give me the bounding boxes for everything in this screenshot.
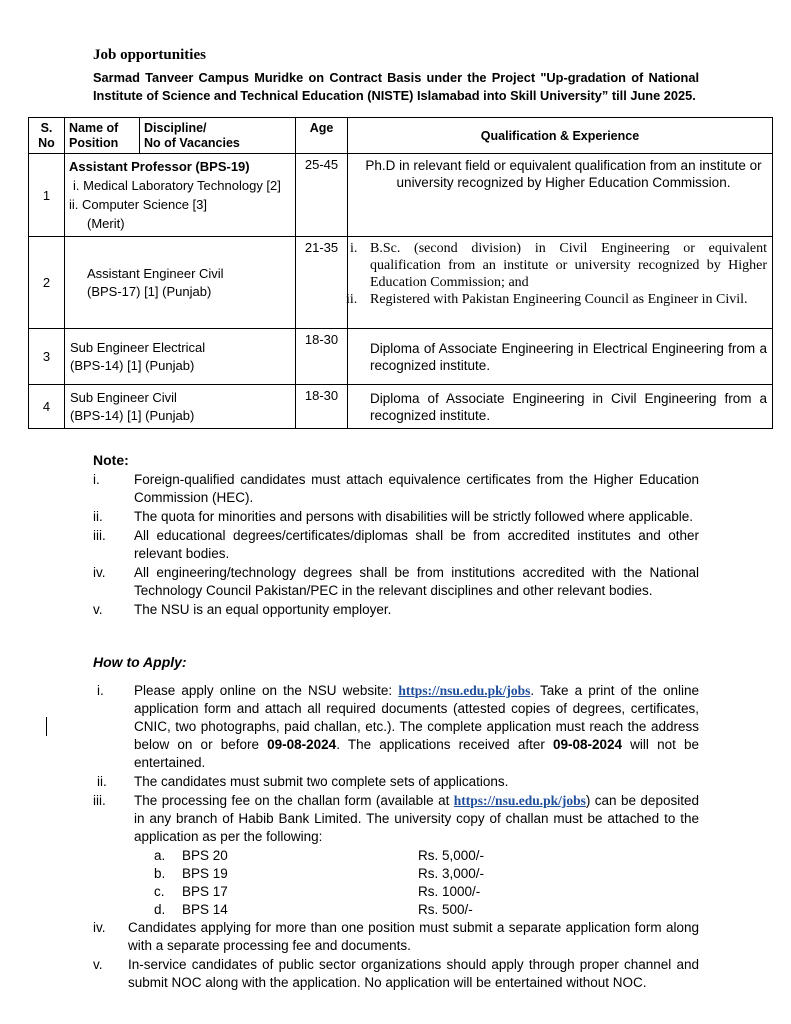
row-position [65, 154, 296, 237]
apply-item-text: Candidates applying for more than one position must submit a separate application form along with a separate processing fee and documents. [128, 920, 699, 953]
apply-item [93, 773, 699, 791]
row-position [65, 237, 296, 329]
note-item-text: All engineering/technology degrees shall be from institutions accredited with the National Technology Council Pakistan/PEC in the relevant disciplines and other relevant bodies. [134, 565, 699, 598]
text-cursor [46, 717, 47, 736]
how-to-apply-heading: How to Apply: [93, 654, 187, 670]
qualification-item-text: B.Sc. (second division) in Civil Engineering or equivalent qualification from an institute or university recognized by Higher Education Commission; and [370, 241, 767, 290]
apply-item [93, 682, 699, 772]
note-item-number: ii. [93, 509, 103, 524]
header-sno-line1: S. [40, 121, 53, 135]
table-row [29, 329, 773, 385]
fee-row: c. BPS 17 Rs. 1000/- [154, 884, 481, 899]
header-sno-line2: No [38, 136, 55, 150]
note-item-text: Foreign-qualified candidates must attach equivalence certificates from the Higher Education Commission (HEC). [134, 472, 699, 505]
position-line: (BPS-14) [1] (Punjab) [70, 357, 195, 373]
row-sno: 1 [29, 154, 65, 237]
apply-item-number: iii. [93, 793, 106, 808]
apply-item [93, 956, 699, 992]
note-item [93, 564, 699, 600]
note-item [93, 601, 699, 619]
row-qualification [348, 237, 773, 329]
apply-item-text: In-service candidates of public sector organizations should apply through proper channel and submit NOC along with the application. No application will be entertained without NOC. [128, 957, 699, 990]
row-qualification: Diploma of Associate Engineering in Electrical Engineering from a recognized institute. [348, 329, 773, 385]
fee-row: b. BPS 19 Rs. 3,000/- [154, 866, 485, 881]
jobs-table [28, 117, 773, 429]
row-age: 18-30 [296, 385, 348, 429]
note-item [93, 471, 699, 507]
row-age: 25-45 [296, 154, 348, 237]
apply-item-number: ii. [97, 774, 107, 789]
position-line: (BPS-17) [1] (Punjab) [87, 283, 212, 299]
page-title: Job opportunities [93, 47, 206, 63]
apply-item-text: The candidates must submit two complete sets of applications. [134, 774, 509, 789]
header-age: Age [296, 118, 348, 154]
apply-item-text: The processing fee on the challan form (available at https://nsu.edu.pk/jobs) can be deposited in any branch of Habib Bank Limited. The university copy of challan must be attached to the application as per the following: [134, 793, 699, 844]
position-extra: (Merit) [87, 216, 125, 231]
table-row [29, 237, 773, 329]
position-line: (BPS-14) [1] (Punjab) [70, 407, 195, 423]
note-item-number: iii. [93, 528, 106, 543]
position-line: Sub Engineer Civil [70, 389, 177, 405]
apply-item-number: i. [97, 683, 104, 698]
header-name-line1: Name of [69, 121, 119, 135]
note-item-text: The quota for minorities and persons with disabilities will be strictly followed where applicable. [134, 509, 694, 524]
qualification-item [346, 291, 767, 308]
page-subtitle: Sarmad Tanveer Campus Muridke on Contract Basis under the Project "Up-gradation of National Institute of Science and Technical Education (NISTE) Islamabad into Skill University” till June 2025. [93, 70, 699, 103]
apply-item-number: v. [93, 957, 103, 972]
header-qualification: Qualification & Experience [348, 118, 773, 154]
position-line: Assistant Engineer Civil [87, 265, 224, 281]
how-to-apply-list [93, 682, 699, 993]
header-position [65, 118, 296, 154]
header-discipline-line1: Discipline/ [144, 121, 207, 135]
header-name-line2: Position [69, 136, 119, 150]
qualification-item-text: Registered with Pakistan Engineering Council as Engineer in Civil. [370, 292, 748, 307]
position-title: Assistant Professor (BPS-19) [69, 159, 250, 174]
table-row [29, 154, 773, 237]
qualification-item [350, 240, 767, 291]
nsu-jobs-link[interactable]: https://nsu.edu.pk/jobs [453, 793, 586, 808]
row-sno: 2 [29, 237, 65, 329]
note-list [93, 471, 699, 620]
row-sno: 3 [29, 329, 65, 385]
row-qualification: Diploma of Associate Engineering in Civil Engineering from a recognized institute. [348, 385, 773, 429]
position-item: i. Medical Laboratory Technology [2] [73, 178, 281, 193]
row-sno: 4 [29, 385, 65, 429]
header-discipline-line2: No of Vacancies [144, 136, 240, 150]
row-age: 21-35 [296, 237, 348, 329]
apply-item [93, 792, 699, 846]
position-line: Sub Engineer Electrical [70, 339, 206, 355]
note-item [93, 527, 699, 563]
apply-item-number: iv. [93, 920, 106, 935]
fee-row: a. BPS 20 Rs. 5,000/- [154, 848, 485, 863]
table-row [29, 385, 773, 429]
row-qualification: Ph.D in relevant field or equivalent qualification from an institute or university recognized by Higher Education Commission. [348, 154, 773, 237]
header-sno [29, 118, 65, 154]
note-heading: Note: [93, 452, 129, 468]
deadline-date: 09-08-2024 [552, 737, 623, 752]
nsu-jobs-link[interactable]: https://nsu.edu.pk/jobs [398, 683, 531, 698]
note-item-number: iv. [93, 565, 106, 580]
note-item-number: i. [93, 472, 100, 487]
qualification-item-number: i. [350, 241, 358, 256]
row-age: 18-30 [296, 329, 348, 385]
deadline-date: 09-08-2024 [267, 737, 337, 752]
note-item-text: All educational degrees/certificates/diplomas shall be from accredited institutes and other relevant bodies. [134, 528, 699, 561]
fee-row: d. BPS 14 Rs. 500/- [154, 902, 473, 917]
note-item [93, 508, 699, 526]
position-item: ii. Computer Science [3] [69, 197, 208, 212]
apply-item [93, 919, 699, 955]
note-item-number: v. [93, 602, 103, 617]
qualification-item-number: ii. [346, 292, 358, 307]
table-header-row [29, 118, 773, 154]
row-position [65, 385, 296, 429]
apply-item-text: Please apply online on the NSU website: https://nsu.edu.pk/jobs. Take a print of the online application form and attach all required documents (attested copies of degrees, certificates, CNIC, two photographs, paid challan, etc.). The complete application must reach the address below on or before 09-08-2024. The applications received after 09-08-2024 will not be entertained. [134, 683, 700, 770]
note-item-text: The NSU is an equal opportunity employer. [134, 602, 392, 617]
row-position [65, 329, 296, 385]
fee-table [93, 847, 699, 919]
